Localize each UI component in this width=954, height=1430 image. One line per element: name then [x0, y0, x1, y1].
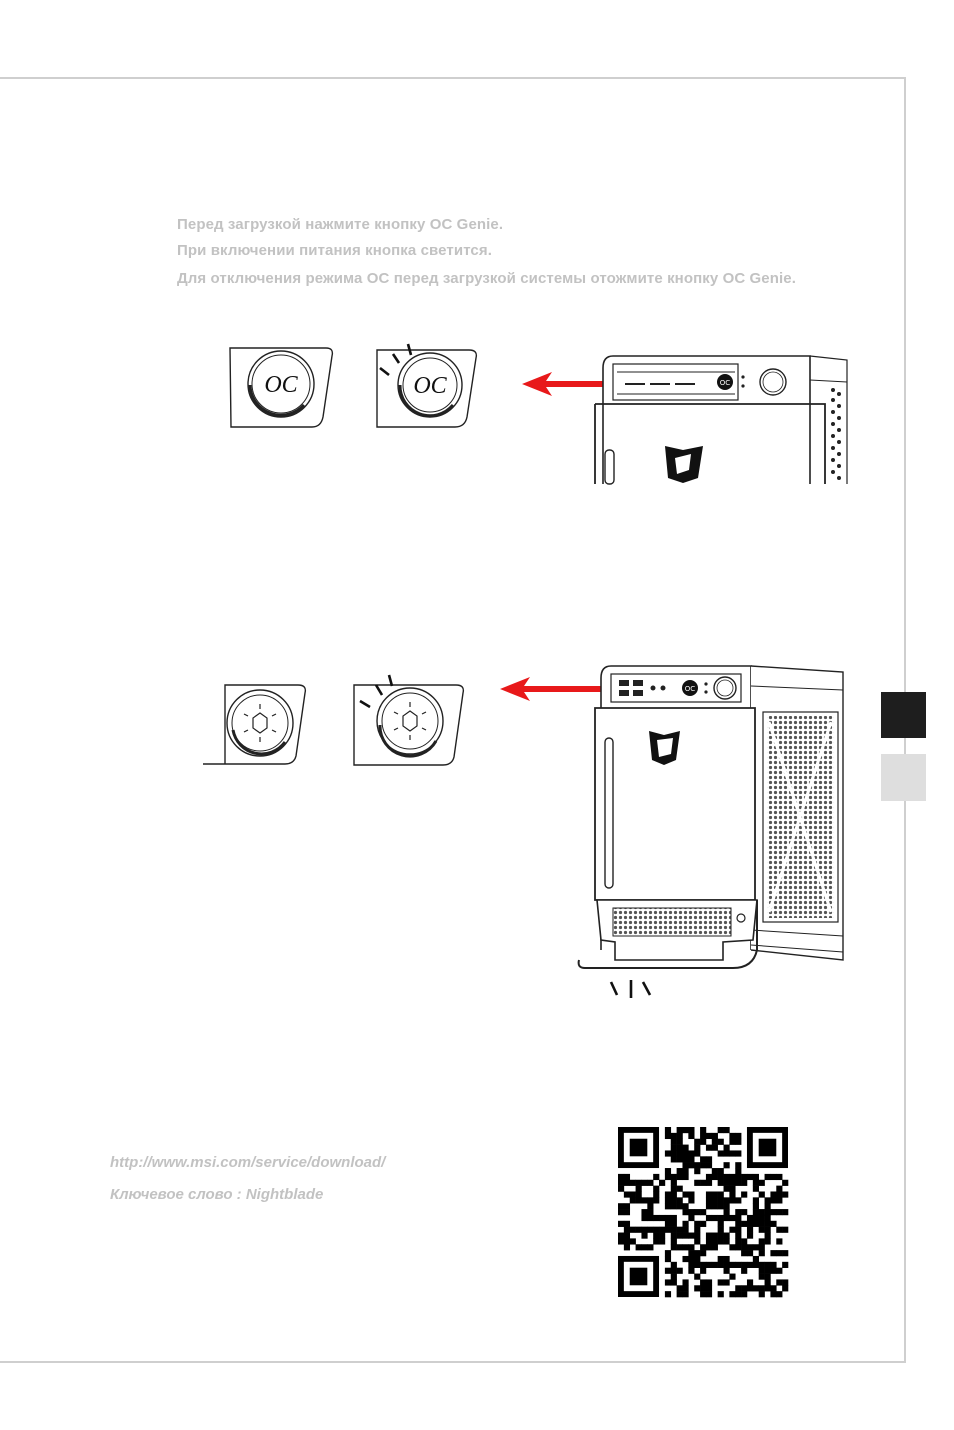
oc-button-off-figure: [226, 345, 336, 430]
svg-text:OC: OC: [684, 685, 696, 693]
page-frame-top: [0, 77, 906, 79]
instruction-line-2: При включении питания кнопка светится.: [177, 242, 492, 259]
led-button-off-figure: [203, 680, 313, 770]
instructions: [177, 212, 837, 290]
led-button-on-figure: [352, 675, 467, 770]
instruction-line-1: Перед загрузкой нажмите кнопку OC Genie.: [177, 216, 504, 233]
chapter-tab-light: [881, 754, 926, 801]
pc-case-top-figure: [585, 350, 850, 485]
qr-code-icon[interactable]: [618, 1127, 788, 1297]
chapter-tab-dark: [881, 692, 926, 738]
oc-label: OC: [264, 372, 298, 398]
svg-text:OC: OC: [719, 379, 731, 387]
download-url[interactable]: http://www.msi.com/service/download/: [110, 1154, 386, 1171]
instruction-line-3: Для отключения режима OC перед загрузкой системы отожмите кнопку OC Genie.: [177, 270, 796, 287]
oc-label-lit: OC: [413, 373, 447, 399]
download-info: [110, 1147, 385, 1211]
oc-button-on-figure: [375, 345, 485, 430]
pc-case-front-figure: [573, 660, 853, 1005]
page-frame-bottom: [0, 1361, 906, 1363]
search-keyword: Ключевое слово : Nightblade: [110, 1186, 324, 1203]
